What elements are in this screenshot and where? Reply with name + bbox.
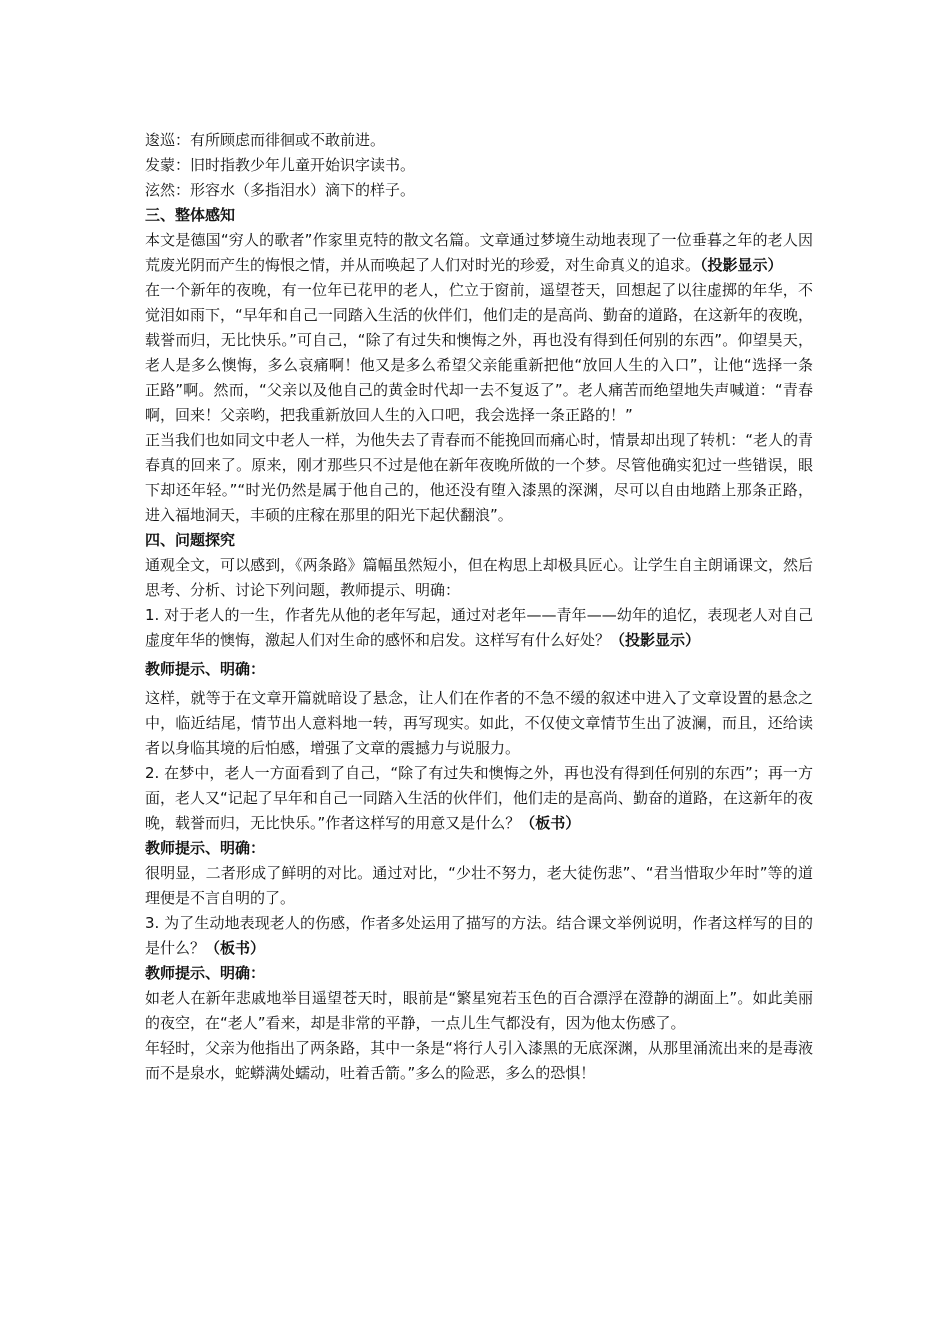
question-text: 2. 在梦中，老人一方面看到了自己，“除了有过失和懊悔之外，再也没有得到任何别的东西”；再一方面，老人又“记起了早年和自己一同踏入生活的伙伴们，他们走的是高尚、勤奋的道路，在这新年的夜晚，载誉而归，无比快乐。”作者这样写的用意又是什么？ <box>145 764 813 832</box>
section-heading: 四、问题探究 <box>145 531 236 549</box>
answer: 很明显，二者形成了鲜明的对比。通过对比，“少壮不努力，老大徒伤悲”、“君当惜取少年时”等的道理便是不言自明的了。 <box>145 864 813 907</box>
glossary-item: 逡巡：有所顾虑而徘徊或不敢前进。 <box>145 131 386 149</box>
paragraph: 在一个新年的夜晚，有一位年已花甲的老人，伫立于窗前，遥望苍天，回想起了以往虚掷的年华，不觉泪如雨下，“早年和自己一同踏入生活的伙伴们，他们走的是高尚、勤奋的道路，在这新年的夜晚，载誉而归，无比快乐。”可自己，“除了有过失和懊悔之外，再也没有得到任何别的东西”。仰望昊天，老人是多么懊悔，多么哀痛啊！他又是多么希望父亲能重新把他“放回人生的入口”，让他“选择一条正路”啊。然而，“父亲以及他自己的黄金时代却一去不复返了”。老人痛苦而绝望地失声喊道：“青春啊，回来！父亲哟，把我重新放回人生的入口吧，我会选择一条正路的！” <box>145 281 813 424</box>
teacher-label: 教师提示、明确： <box>145 660 266 678</box>
glossary-item: 发蒙：旧时指教少年儿童开始识字读书。 <box>145 156 416 174</box>
paragraph <box>145 228 813 278</box>
question <box>145 911 813 961</box>
projection-note: （投影显示） <box>700 256 783 274</box>
question <box>145 603 813 653</box>
glossary-item: 泫然：形容水（多指泪水）滴下的样子。 <box>145 181 416 199</box>
answer: 如老人在新年悲戚地举目遥望苍天时，眼前是“繁星宛若玉色的百合漂浮在澄静的湖面上”。如此美丽的夜空，在“老人”看来，却是非常的平静，一点儿生气都没有，因为他太伤感了。 <box>145 989 813 1032</box>
projection-note: （投影显示） <box>610 631 701 649</box>
question-text: 3. 为了生动地表现老人的伤感，作者多处运用了描写的方法。结合课文举例说明，作者这样写的目的是什么？ <box>145 914 813 957</box>
board-note: （板书） <box>520 814 581 832</box>
paragraph: 正当我们也如同文中老人一样，为他失去了青春而不能挽回而痛心时，情景却出现了转机：“老人的青春真的回来了。原来，刚才那些只不过是他在新年夜晚所做的一个梦。尽管他确实犯过一些错误，眼下却还年轻。”“时光仍然是属于他自己的，他还没有堕入漆黑的深渊，尽可以自由地踏上那条正路，进入福地洞天，丰硕的庄稼在那里的阳光下起伏翻浪”。 <box>145 431 813 524</box>
answer: 这样，就等于在文章开篇就暗设了悬念，让人们在作者的不急不缓的叙述中进入了文章设置的悬念之中，临近结尾，情节出人意料地一转，再写现实。如此，不仅使文章情节生出了波澜，而且，还给读者以身临其境的后怕感，增强了文章的震撼力与说服力。 <box>145 689 813 757</box>
question <box>145 761 813 836</box>
paragraph-text: 本文是德国“穷人的歌者”作家里克特的散文名篇。文章通过梦境生动地表现了一位垂暮之年的老人因荒废光阴而产生的悔恨之情，并从而唤起了人们对时光的珍爱，对生命真义的追求。 <box>145 231 813 274</box>
answer: 年轻时，父亲为他指出了两条路，其中一条是“将行人引入漆黑的无底深渊，从那里涌流出来的是毒液而不是泉水，蛇蟒满处蠕动，吐着舌箭。”多么的险恶，多么的恐惧！ <box>145 1039 813 1082</box>
document-page <box>145 128 813 1086</box>
section-heading: 三、整体感知 <box>145 206 236 224</box>
paragraph: 通观全文，可以感到，《两条路》篇幅虽然短小，但在构思上却极具匠心。让学生自主朗诵课文，然后思考、分析、讨论下列问题，教师提示、明确： <box>145 556 813 599</box>
teacher-label: 教师提示、明确： <box>145 839 266 857</box>
question-text: 1. 对于老人的一生，作者先从他的老年写起，通过对老年——青年——幼年的追忆，表现老人对自己虚度年华的懊悔，激起人们对生命的感怀和启发。这样写有什么好处？ <box>145 606 813 649</box>
board-note: （板书） <box>205 939 266 957</box>
teacher-label: 教师提示、明确： <box>145 964 266 982</box>
